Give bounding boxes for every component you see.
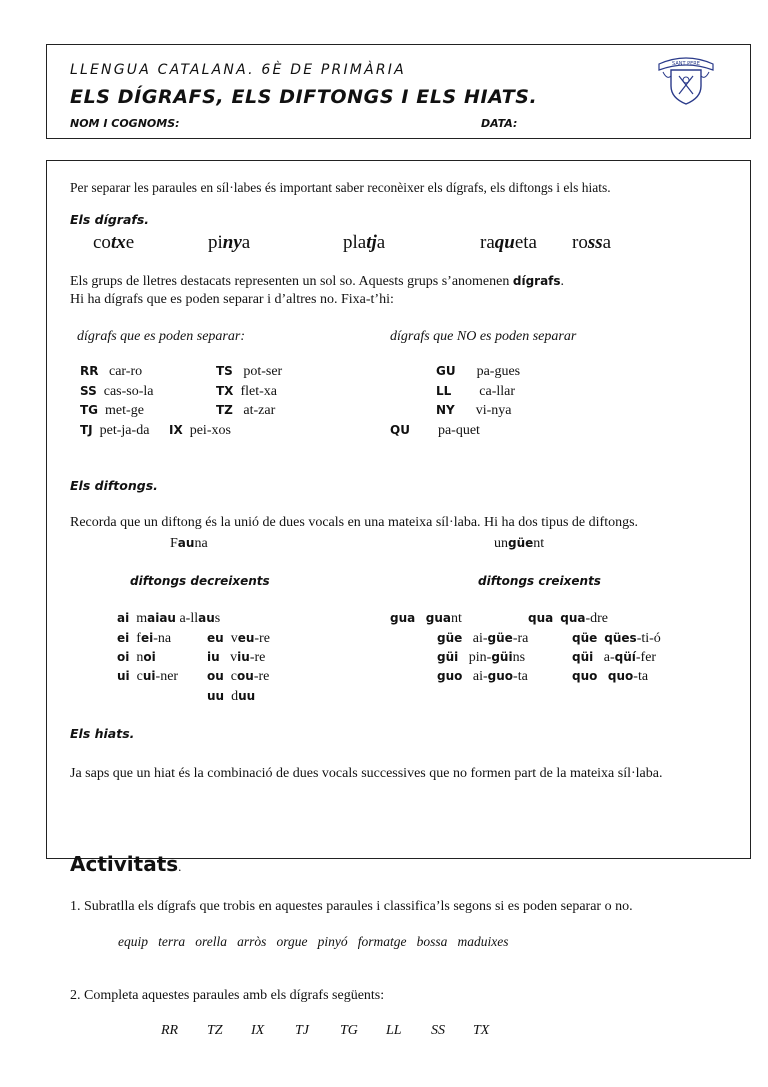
example-fauna: Fauna: [170, 536, 208, 551]
digrafs-heading: Els dígrafs.: [70, 212, 150, 227]
example-cotxe: cotxe: [93, 232, 135, 253]
digraf-gu: GU pa-gues: [436, 364, 521, 379]
dift-ai: ai maiau a-llaus: [117, 611, 221, 626]
q1-word[interactable]: orgue: [276, 934, 308, 949]
digrafs-text-1: Els grups de lletres destacats representen un sol so. Aquests grups s’anomenen dígrafs.: [70, 274, 565, 289]
digraf-rr: RR car-ro: [80, 364, 143, 379]
intro-text: Per separar les paraules en síl·labes és important saber reconèixer els dígrafs, els diftongs i els hiats.: [70, 180, 611, 195]
example-platja: platja: [343, 232, 386, 253]
diftongs-heading: Els diftongs.: [70, 478, 158, 493]
diftongs-text: Recorda que un diftong és la unió de dues vocals en una mateixa síl·laba. Hi ha dos tipus de diftongs.: [70, 515, 639, 530]
digraf-tx: TX flet-xa: [216, 384, 277, 399]
q2-digraf: RR: [161, 1023, 179, 1038]
digraf-ll: LL ca-llar: [436, 384, 516, 399]
col2-title: dígrafs que NO es poden separar: [390, 329, 577, 344]
school-logo: [655, 50, 717, 106]
page-title: ELS DÍGRAFS, ELS DIFTONGS I ELS HIATS.: [70, 86, 538, 108]
q2-digraf: SS: [431, 1023, 445, 1038]
digraf-tz: TZ at-zar: [216, 403, 276, 418]
hiats-heading: Els hiats.: [70, 726, 135, 741]
question-2: 2. Completa aquestes paraules amb els dígrafs següents:: [70, 988, 385, 1003]
q2-digraf: TJ: [295, 1023, 309, 1038]
dift-qua: qua qua-dre: [528, 611, 609, 626]
q2-digraf: IX: [251, 1023, 265, 1038]
digraf-qu: QU pa-quet: [390, 423, 480, 438]
digraf-ts: TS pot-ser: [216, 364, 283, 379]
q1-word-list: [118, 934, 509, 950]
dift-ui: ui cui-ner: [117, 669, 179, 684]
hiats-text: Ja saps que un hiat és la combinació de dues vocals successives que no formen part de la mateixa síl·laba.: [70, 766, 663, 781]
digrafs-text-2: Hi ha dígrafs que es poden separar i d’altres no. Fixa-t’hi:: [70, 292, 394, 307]
q1-word[interactable]: formatge: [357, 934, 407, 949]
creixents-title: diftongs creixents: [478, 574, 601, 588]
example-unguent: ungüent: [494, 536, 545, 551]
shield-icon: [655, 50, 717, 106]
dift-gua: gua guant: [390, 611, 462, 626]
example-rossa: rossa: [572, 232, 612, 253]
example-raqueta: raqueta: [480, 232, 537, 253]
example-pinya: pinya: [208, 232, 251, 253]
name-label: NOM I COGNOMS:: [70, 117, 180, 130]
q1-word[interactable]: arròs: [237, 934, 267, 949]
decreixents-title: diftongs decreixents: [130, 574, 270, 588]
q1-word[interactable]: bossa: [416, 934, 448, 949]
subject-title: LLENGUA CATALANA. 6È DE PRIMÀRIA: [70, 62, 406, 78]
q1-word[interactable]: pinyó: [317, 934, 348, 949]
logo-text: SANT PERE: [672, 61, 700, 67]
q1-word[interactable]: terra: [158, 934, 186, 949]
dift-gui: güi pin-güins: [437, 650, 526, 665]
activitats-heading: Activitats.: [70, 852, 182, 876]
q2-digraf: TX: [473, 1023, 490, 1038]
digraf-ix: IX pei-xos: [169, 423, 231, 438]
q2-digraf: TZ: [207, 1023, 223, 1038]
date-label: DATA:: [481, 117, 518, 130]
q1-word[interactable]: orella: [195, 934, 227, 949]
dift-ei: ei fei-na: [117, 631, 172, 646]
dift-guo: guo ai-guo-ta: [437, 669, 528, 684]
q1-word[interactable]: maduixes: [457, 934, 509, 949]
dift-que: qüe qües-ti-ó: [572, 631, 661, 646]
dift-eu: eu veu-re: [207, 631, 270, 646]
col1-title: dígrafs que es poden separar:: [77, 329, 245, 344]
q2-digraf: TG: [340, 1023, 358, 1038]
dift-oi: oi noi: [117, 650, 156, 665]
dift-uu: uu duu: [207, 689, 256, 704]
q2-digraf-list: [161, 1023, 489, 1039]
q1-word[interactable]: equip: [118, 934, 148, 949]
digraf-tg: TG met-ge: [80, 403, 144, 418]
dift-qui: qüi a-qüí-fer: [572, 650, 657, 665]
digraf-ss: SS cas-so-la: [80, 384, 154, 399]
digraf-tj: TJ pet-ja-da: [80, 423, 150, 438]
dift-iu: iu viu-re: [207, 650, 266, 665]
digraf-ny: NY vi-nya: [436, 403, 512, 418]
dift-quo: quo quo-ta: [572, 669, 649, 684]
content-box: [46, 160, 751, 859]
dift-ou: ou cou-re: [207, 669, 270, 684]
question-1: 1. Subratlla els dígrafs que trobis en aquestes paraules i classifica’ls segons si es poden separar o no.: [70, 899, 633, 914]
q2-digraf: LL: [386, 1023, 402, 1038]
dift-gue: güe ai-güe-ra: [437, 631, 529, 646]
